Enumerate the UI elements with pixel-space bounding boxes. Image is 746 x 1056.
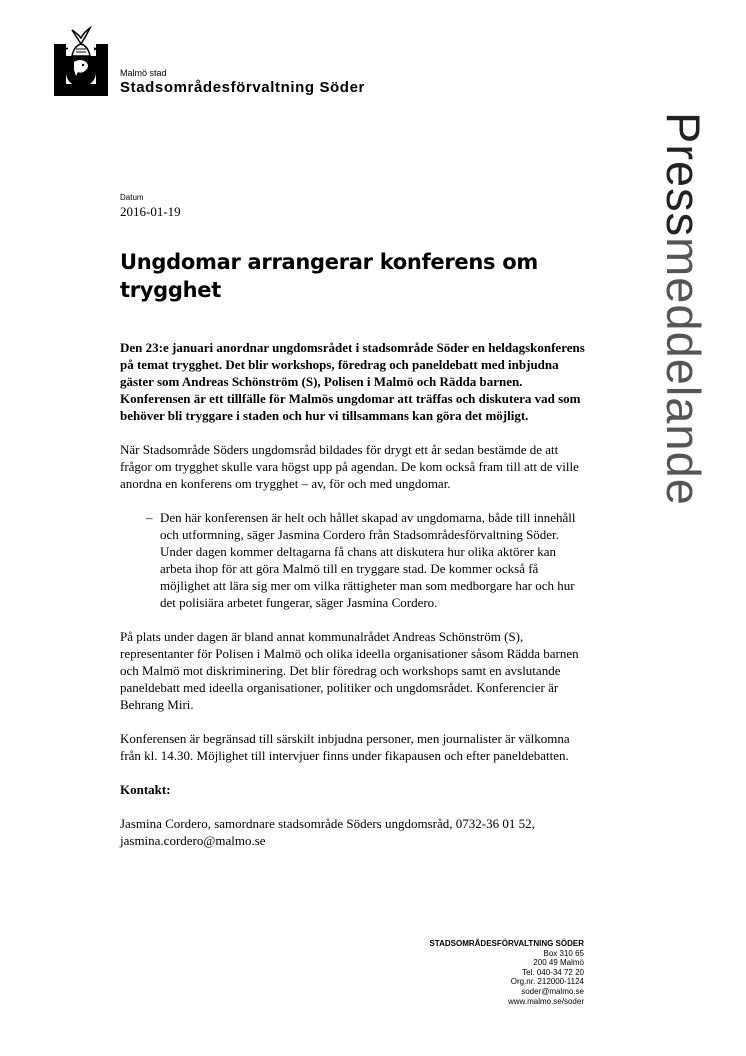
- document-type-title: [657, 112, 710, 506]
- contact-text: Jasmina Cordero, samordnare stadsområde Söders ungdomsråd, 0732-36 01 52, jasmina.cordero@malmo.se: [120, 816, 535, 848]
- footer-line: 200 49 Malmö: [533, 958, 584, 968]
- footer-line: Tel. 040-34 72 20: [522, 967, 584, 977]
- footer-line: Box 310 65: [543, 948, 584, 958]
- footer-line: Org.nr. 212000-1124: [510, 977, 584, 987]
- contact-heading: Kontakt:: [120, 782, 171, 797]
- quote-text: Den här konferensen är helt och hållet skapad av ungdomarna, både till innehåll och utformning, säger Jasmina Cordero från Stadsområdesförvaltning Söder. Under dagen kommer deltagarna få chans att diskutera hur olika aktörer kan arbeta ihop för att göra Malmö till en tryggare stad. De kommer också få möjlighet att lära sig mer om vilka rättigheter man som medborgare har och hur det polisiära arbetet fungerar, säger Jasmina Cordero.: [160, 510, 576, 610]
- document-type-title-part2: meddelande: [657, 237, 710, 506]
- lead-paragraph: Den 23:e januari anordnar ungdomsrådet i stadsområde Söder en heldagskonferens på temat trygghet. Det blir workshops, föredrag och paneldebatt med inbjudna gäster som Andreas Schönström (S), Polisen i Malmö och Rädda barnen. Konferensen är ett tillfälle för Malmös ungdomar att träffas och diskutera vad som behöver bli tryggare i staden och hur vi tillsammans kan göra det möjligt.: [120, 340, 585, 423]
- quote-dash: –: [146, 510, 153, 525]
- headline: Ungdomar arrangerar konferens om trygghet: [120, 250, 538, 302]
- quote-block: [120, 509, 590, 611]
- footer-email: soder@malmo.se: [521, 986, 584, 996]
- body-paragraph: På plats under dagen är bland annat kommunalrådet Andreas Schönström (S), representanter för Polisen i Malmö och olika ideella organisationer såsom Rädda barnen och Malmö mot diskriminering. Det blir föredrag och workshops samt en avslutande paneldebatt med ideella organisationer, politiker och ungdomsrådet. Konferencier är Behrang Miri.: [120, 629, 579, 712]
- body-paragraph: När Stadsområde Söders ungdomsråd bildades för drygt ett år sedan bestämde de att frågor om trygghet skulle vara högst upp på agendan. De kom också fram till att de ville anordna en konferens om trygghet – av, för och med ungdomar.: [120, 442, 579, 491]
- footer-address: [429, 939, 584, 1006]
- footer-website: www.malmo.se/soder: [507, 996, 584, 1006]
- date-value: 2016-01-19: [120, 204, 181, 219]
- org-name-big: Stadsområdesförvaltning Söder: [120, 79, 365, 96]
- article-body: [120, 339, 590, 866]
- org-name-small: Malmö stad: [120, 68, 167, 78]
- footer-org-name: STADSOMRÅDESFÖRVALTNING SÖDER: [429, 939, 584, 948]
- body-paragraph: Konferensen är begränsad till särskilt inbjudna personer, men journalister är välkomna från kl. 14.30. Möjlighet till intervjuer finns under fikapausen och efter paneldebatten.: [120, 731, 570, 763]
- document-type-title-part1: Press: [657, 112, 710, 238]
- date-label: Datum: [120, 193, 144, 202]
- logo-text: Malmö stad: [54, 88, 97, 97]
